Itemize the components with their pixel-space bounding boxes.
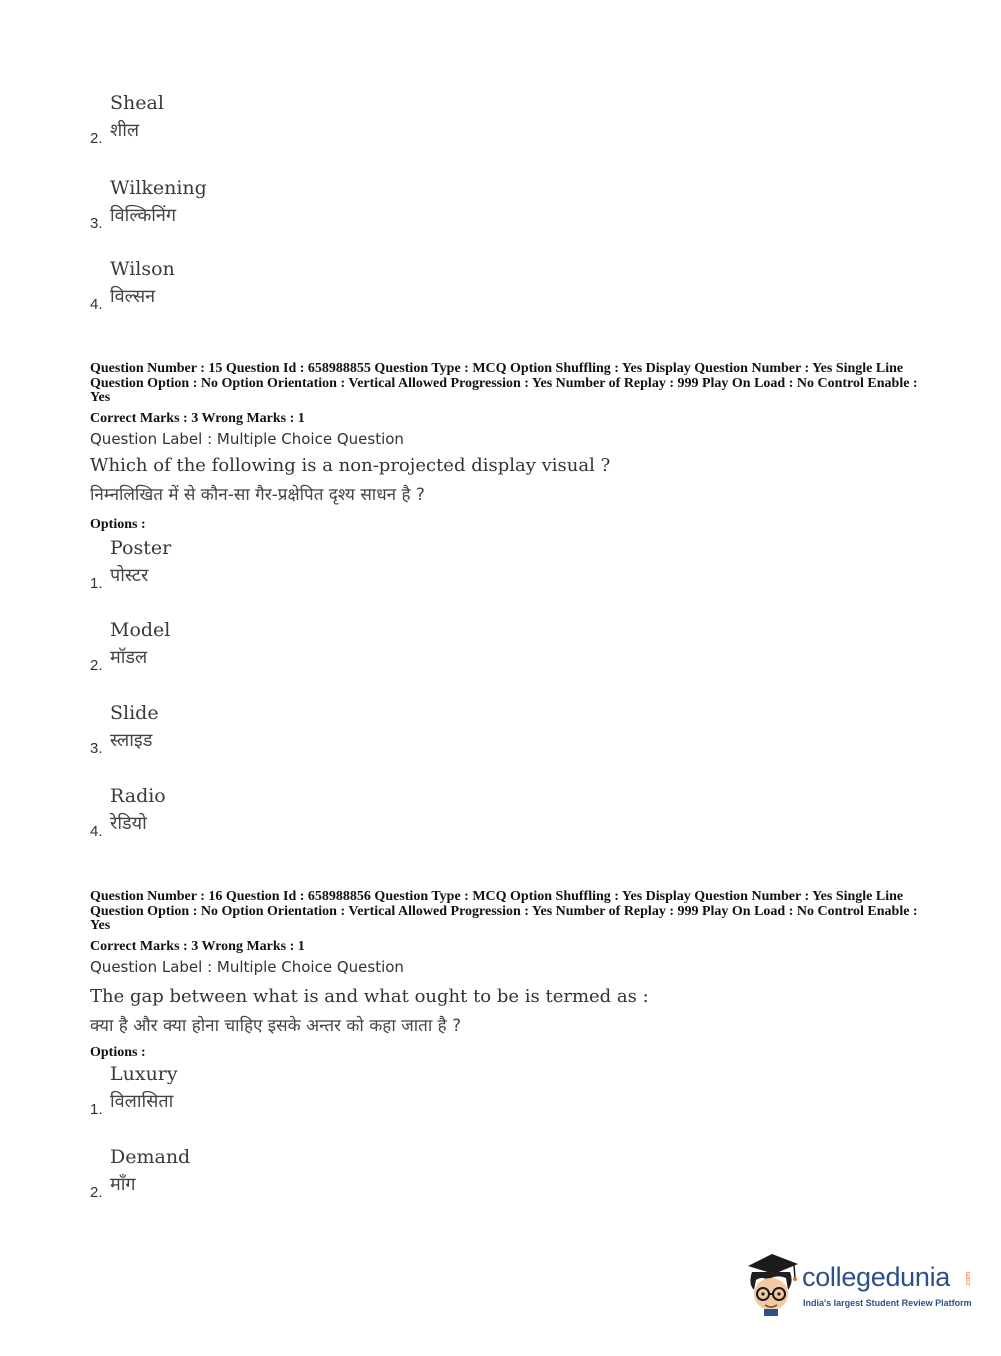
question-text-hi: क्या है और क्या होना चाहिए इसके अन्तर को कहा जाता है ? [90,1016,462,1036]
brand-tagline: India's largest Student Review Platform [803,1298,972,1308]
option-number: 2. [90,657,103,674]
option-text-hi: रेडियो [110,813,147,834]
question-label: Question Label : Multiple Choice Question [90,430,404,448]
mascot-icon [742,1250,802,1316]
option-text-en: Model [110,619,171,641]
option-text-en: Sheal [110,92,164,114]
option-text-en: Poster [110,537,172,559]
options-label: Options : [90,517,146,532]
option-text-en: Luxury [110,1063,178,1085]
question-marks: Correct Marks : 3 Wrong Marks : 1 [90,411,305,426]
option-text-en: Radio [110,785,166,807]
option-text-hi: विल्सन [110,286,156,307]
option-number: 1. [90,1101,103,1118]
option-text-hi: पोस्टर [110,565,149,586]
question-text-en: The gap between what is and what ought to be is termed as : [90,986,649,1007]
option-text-hi: माँग [110,1174,136,1195]
option-text-hi: विल्किनिंग [110,205,177,226]
question-meta: Question Number : 16 Question Id : 658988856 Question Type : MCQ Option Shuffling : Yes Display Question Number : Yes Single Line Question Option : No Option Orientation : Vertical Allowed Progression : Yes Number of Replay : 999 Play On Load : No Control Enable : Yes [90,889,918,933]
brand-name: collegedunia [802,1262,951,1292]
question-label: Question Label : Multiple Choice Question [90,958,404,976]
question-marks: Correct Marks : 3 Wrong Marks : 1 [90,939,305,954]
brand-suffix: .com [965,1271,973,1288]
options-label: Options : [90,1045,146,1060]
question-meta: Question Number : 15 Question Id : 658988855 Question Type : MCQ Option Shuffling : Yes Display Question Number : Yes Single Line Question Option : No Option Orientation : Vertical Allowed Progression : Yes Number of Replay : 999 Play On Load : No Control Enable : Yes [90,361,918,405]
option-number: 1. [90,575,103,592]
option-number: 2. [90,130,103,147]
option-text-en: Slide [110,702,159,724]
option-text-en: Wilson [110,258,175,280]
option-text-en: Demand [110,1146,191,1168]
option-text-en: Wilkening [110,177,207,199]
option-number: 4. [90,823,103,840]
option-text-hi: मॉडल [110,647,148,668]
option-text-hi: विलासिता [110,1091,174,1112]
option-number: 3. [90,740,103,757]
option-number: 4. [90,296,103,313]
collegedunia-logo [742,1250,972,1316]
question-text-en: Which of the following is a non-projected display visual ? [90,455,611,476]
option-text-hi: शील [110,120,140,141]
option-number: 3. [90,215,103,232]
question-text-hi: निम्नलिखित में से कौन-सा गैर-प्रक्षेपित दृश्य साधन है ? [90,485,425,505]
option-text-hi: स्लाइड [110,730,153,751]
option-number: 2. [90,1184,103,1201]
